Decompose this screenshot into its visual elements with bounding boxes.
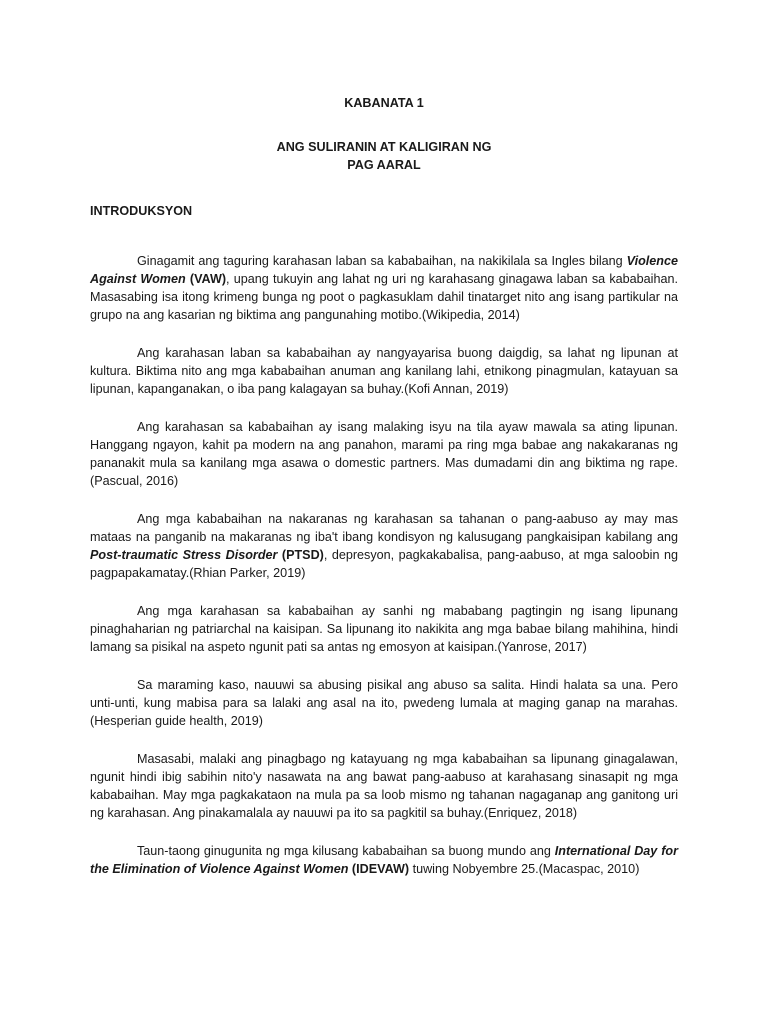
paragraph-8-term: International Day for the Elimination of Violence Against Women <box>90 844 678 876</box>
paragraph-1 <box>90 252 678 324</box>
paragraph-4 <box>90 510 678 582</box>
title-line-2: PAG AARAL <box>347 158 421 172</box>
paragraph-1-text-a: Ginagamit ang taguring karahasan laban sa kababaihan, na nakikilala sa Ingles bilang <box>137 254 627 268</box>
paragraph-4-text-a: Ang mga kababaihan na nakaranas ng karahasan sa tahanan o pang-aabuso ay may mas mataas na panganib na makaranas ng iba't ibang kondisyon ng kalusugang pangkaisipan kabilang ang <box>90 512 678 544</box>
document-title <box>90 138 678 174</box>
paragraph-1-text-b: , upang tukuyin ang lahat ng uri ng karahasang ginagawa laban sa kababaihan. Masasabing isa itong krimeng bunga ng poot o pagkasuklam dahil tinatarget nito ang isang partikular na grupo na ang kasarian ng biktima ang pangunahing motibo.(Wikipedia, 2014) <box>90 272 678 322</box>
paragraph-4-text-b: , depresyon, pagkakabalisa, pang-aabuso, at mga saloobin ng pagpapakamatay.(Rhian Parker, 2019) <box>90 548 678 580</box>
paragraph-8 <box>90 842 678 878</box>
title-line-1: ANG SULIRANIN AT KALIGIRAN NG <box>276 140 492 154</box>
paragraph-8-text-a: Taun-taong ginugunita ng mga kilusang kababaihan sa buong mundo ang <box>137 844 555 858</box>
paragraph-1-abbr: (VAW) <box>185 272 227 286</box>
paragraph-4-abbr: (PTSD) <box>277 548 324 562</box>
paragraph-1-term: Violence Against Women <box>90 254 678 286</box>
paragraph-5: Ang mga karahasan sa kababaihan ay sanhi ng mababang pagtingin ng isang lipunang pinaghaharian ng patriarchal na kaisipan. Sa lipunang ito nakikita ang mga babae bilang mahihina, hindi lamang sa pisikal na aspeto ngunit pati sa antas ng emosyon at kaisipan.(Yanrose, 2017) <box>90 604 678 654</box>
paragraph-3: Ang karahasan sa kababaihan ay isang malaking isyu na tila ayaw mawala sa ating lipunan. Hanggang ngayon, kahit pa modern na ang panahon, marami pa ring mga babae ang nakakaranas ng pananakit mula sa kanilang mga asawa o domestic partners. Mas dumadami din ang biktima ng rape.(Pascual, 2016) <box>90 420 678 488</box>
chapter-heading: KABANATA 1 <box>344 96 424 110</box>
paragraph-8-abbr: (IDEVAW) <box>348 862 410 876</box>
paragraph-8-text-b: tuwing Nobyembre 25.(Macaspac, 2010) <box>409 862 640 876</box>
paragraph-7: Masasabi, malaki ang pinagbago ng katayuang ng mga kababaihan sa lipunang ginagalawan, ngunit hindi ibig sabihin nito'y nasawata na ang bawat pang-aabuso at karahasang sinasapit ng mga kababaihan. May mga pagkakataon na mula pa sa loob mismo ng tahanan nagaganap ang ganitong uri ng karahasan. Ang pinakamalala ay nauuwi pa ito sa pagkitil sa buhay.(Enriquez, 2018) <box>90 752 678 820</box>
document-body <box>90 252 678 878</box>
paragraph-2: Ang karahasan laban sa kababaihan ay nangyayarisa buong daigdig, sa lahat ng lipunan at kultura. Biktima nito ang mga kababaihan anuman ang kanilang lahi, etnikong pinagmulan, katayuan sa lipunan, kapanganakan, o iba pang kalagayan sa buhay.(Kofi Annan, 2019) <box>90 346 678 396</box>
paragraph-6: Sa maraming kaso, nauuwi sa abusing pisikal ang abuso sa salita. Hindi halata sa una. Pero unti-unti, kung mabisa para sa lalaki ang asal na ito, pwedeng lumala at maging ganap na marahas.(Hesperian guide health, 2019) <box>90 678 678 728</box>
section-heading: INTRODUKSYON <box>90 204 193 218</box>
paragraph-4-term: Post-traumatic Stress Disorder <box>90 548 278 562</box>
